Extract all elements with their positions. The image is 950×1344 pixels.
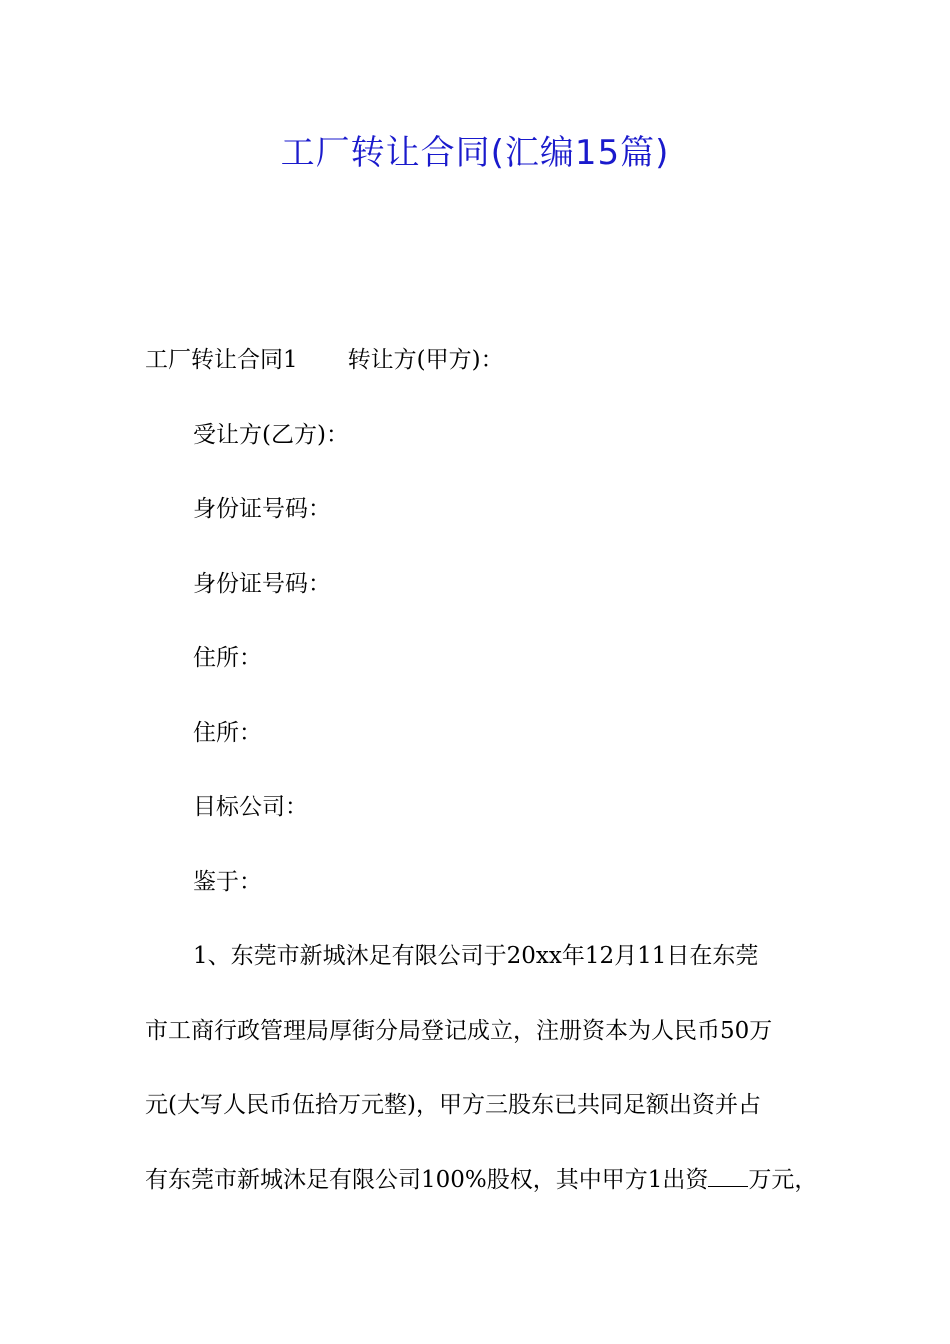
- id-number-label-2: 身份证号码：: [193, 570, 331, 597]
- amount-blank: [708, 1164, 748, 1187]
- clause1-line1: 1、东莞市新城沐足有限公司于20xx年12月11日在东莞: [193, 943, 759, 969]
- clause1-line4-start: 有东莞市新城沐足有限公司100%股权，其中甲方1出资: [145, 1166, 709, 1193]
- document-title: 工厂转让合同(汇编15篇): [280, 133, 670, 173]
- contract-heading-line: [145, 335, 825, 410]
- transferee-label: 受让方(乙方)：: [193, 421, 349, 448]
- clause1-line3: 元(大写人民币伍拾万元整)，甲方三股东已共同足额出资并占: [145, 1092, 761, 1118]
- clause1-line4: [145, 1155, 825, 1230]
- contract-number-label: 工厂转让合同1: [145, 347, 298, 373]
- transferor-label: 转让方(甲方)：: [347, 347, 504, 373]
- clause1-line4-end: 万元，: [748, 1166, 818, 1193]
- id-number-label-1: 身份证号码：: [193, 496, 331, 522]
- address-label-1: 住所：: [193, 645, 262, 671]
- contract-body: [145, 335, 825, 1229]
- target-company-label: 目标公司：: [193, 794, 308, 820]
- address-label-2: 住所：: [193, 719, 262, 746]
- whereas-label: 鉴于：: [193, 868, 262, 895]
- clause1-line2: 市工商行政管理局厚街分局登记成立，注册资本为人民币50万: [145, 1017, 773, 1044]
